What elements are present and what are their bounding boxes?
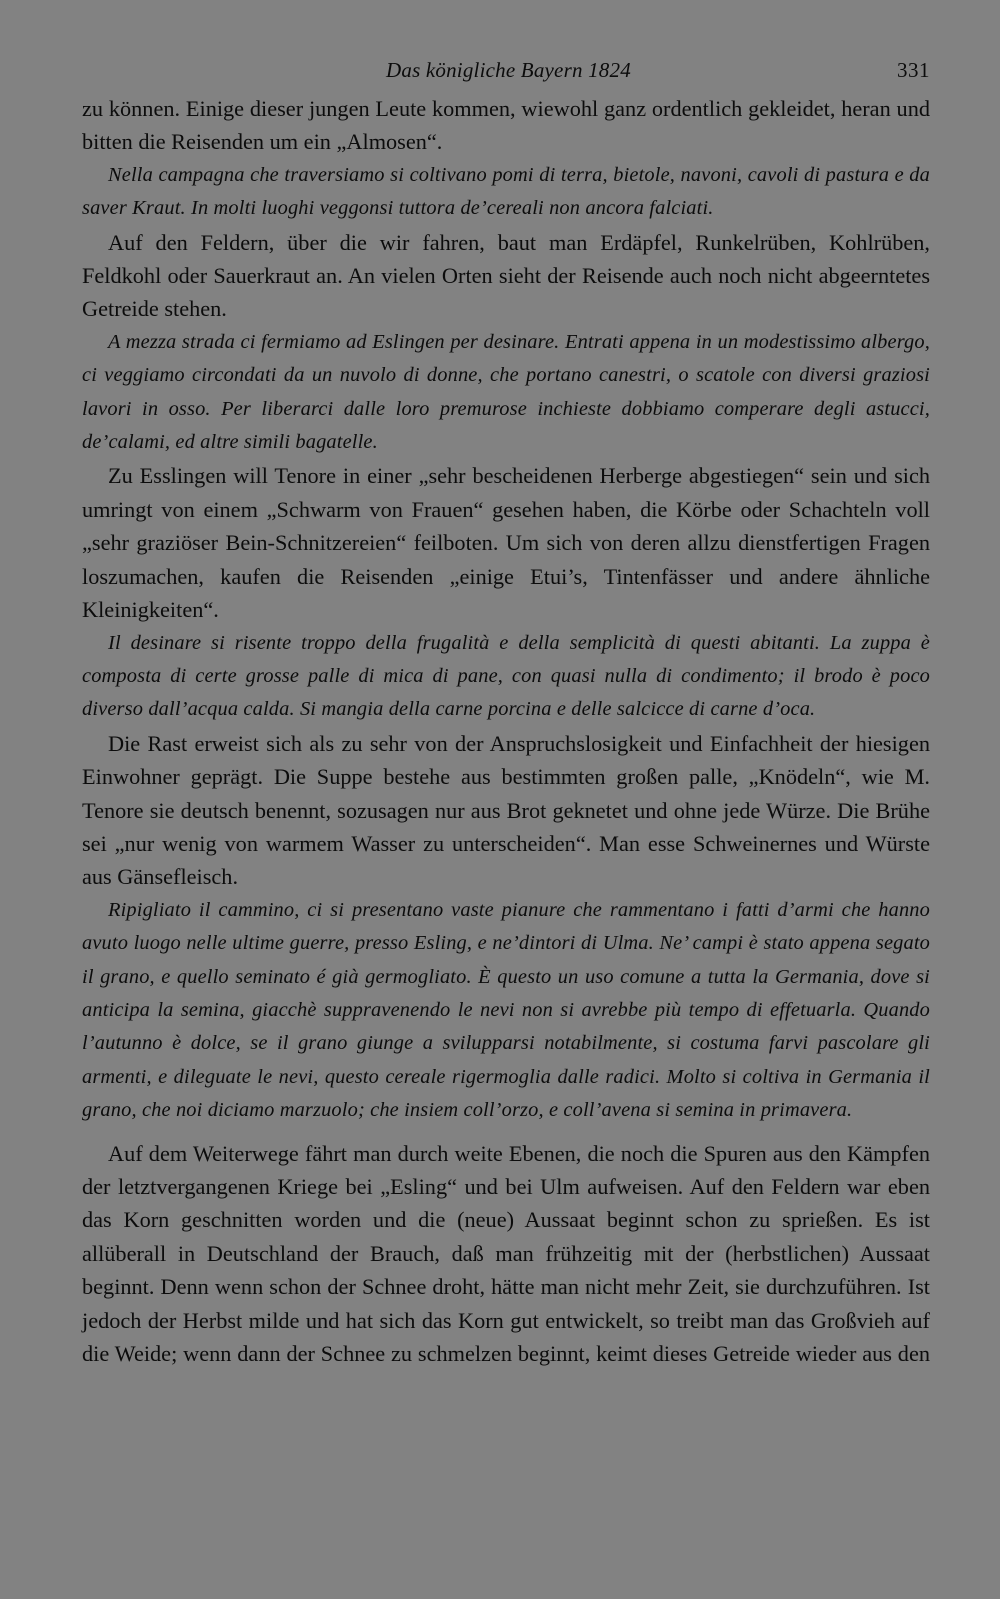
- running-title: Das königliche Bayern 1824: [386, 58, 631, 82]
- german-paragraph: Die Rast erweist sich als zu sehr von der Anspruchslosigkeit und Einfachheit der hiesigen Einwohner geprägt. Die Suppe bestehe aus bestimmten großen palle, „Knödeln“, wie M. Tenore sie deutsch benennt, sozusagen nur aus Brot geknetet und ohne jede Würze. Die Brühe sei „nur wenig von warmem Wasser zu unterscheiden“. Man esse Schweinernes und Würste aus Gänsefleisch.: [82, 730, 930, 890]
- page-number: 331: [897, 58, 930, 82]
- italian-quote-paragraph: Nella campagna che traversiamo si coltivano pomi di terra, bietole, navoni, cavoli di pastura e da saver Kraut. In molti luoghi veggonsi tuttora de’cereali non ancora falciati.: [82, 163, 930, 220]
- italian-quote-paragraph: Il desinare si risente troppo della frugalità e della semplicità di questi abitanti. La zuppa è composta di certe grosse palle di mica di pane, con quasi nulla di condimento; il brodo è poco diverso dall’acqua calda. Si mangia della carne porcina e delle salcicce di carne d’oca.: [82, 631, 930, 721]
- book-page: [82, 52, 930, 1370]
- german-paragraph: Auf den Feldern, über die wir fahren, baut man Erdäpfel, Runkelrüben, Kohlrüben, Feldkohl oder Sauerkraut an. An vielen Orten sieht der Reisende auch noch nicht abgeerntetes Getreide stehen.: [82, 229, 930, 322]
- german-paragraph: zu können. Einige dieser jungen Leute kommen, wiewohl ganz ordentlich gekleidet, heran und bitten die Reisenden um ein „Almosen“.: [82, 96, 930, 155]
- german-paragraph: Auf dem Weiterwege fährt man durch weite Ebenen, die noch die Spuren aus den Kämpfen der letztvergangenen Kriege bei „Esling“ und bei Ulm aufweisen. Auf den Feldern war eben das Korn geschnitten worden und die (neue) Aussaat beginnt schon zu sprießen. Es ist allüberall in Deutschland der Brauch, daß man frühzeitig mit der (herbstlichen) Aussaat beginnt. Denn wenn schon der Schnee droht, hätte man nicht mehr Zeit, sie durchzuführen. Ist jedoch der Herbst milde und hat sich das Korn gut entwickelt, so treibt man das Großvieh auf die Weide; wenn dann der Schnee zu schmelzen beginnt, keimt dieses Getreide wieder aus den: [82, 1140, 930, 1367]
- italian-quote-paragraph: A mezza strada ci fermiamo ad Eslingen per desinare. Entrati appena in un modestissimo albergo, ci veggiamo circondati da un nuvolo di donne, che portano canestri, o scatole con diversi graziosi lavori in osso. Per liberarci dalle loro premurose inchieste dobbiamo comperare degli astucci, de’calami, ed altre simili bagatelle.: [82, 330, 930, 454]
- german-paragraph: Zu Esslingen will Tenore in einer „sehr bescheidenen Herberge abgestiegen“ sein und sich umringt von einem „Schwarm von Frauen“ gesehen haben, die Körbe oder Schachteln voll „sehr graziöser Bein-Schnitzereien“ feilboten. Um sich von deren allzu dienstfertigen Fragen loszumachen, kaufen die Reisenden „einige Etui’s, Tintenfässer und andere ähnliche Kleinigkeiten“.: [82, 463, 930, 623]
- italian-quote-paragraph: Ripigliato il cammino, ci si presentano vaste pianure che rammentano i fatti d’armi che hanno avuto luogo nelle ultime guerre, presso Esling, e ne’dintori di Ulma. Ne’ campi è stato appena segato il grano, e quello seminato é già germogliato. È questo un uso comune a tutta la Germania, dove si anticipa la semina, giacchè suppravenendo le nevi non si avrebbe più tempo di effetuarla. Quando l’autunno è dolce, se il grano giunge a svilupparsi notabilmente, si costuma farvi pascolare gli armenti, e dileguate le nevi, questo cereale rigermoglia dalle radici. Molto si coltiva in Germania il grano, che noi diciamo marzuolo; che insiem coll’orzo, e coll’avena si semina in primavera.: [82, 898, 930, 1122]
- running-head: [82, 52, 930, 92]
